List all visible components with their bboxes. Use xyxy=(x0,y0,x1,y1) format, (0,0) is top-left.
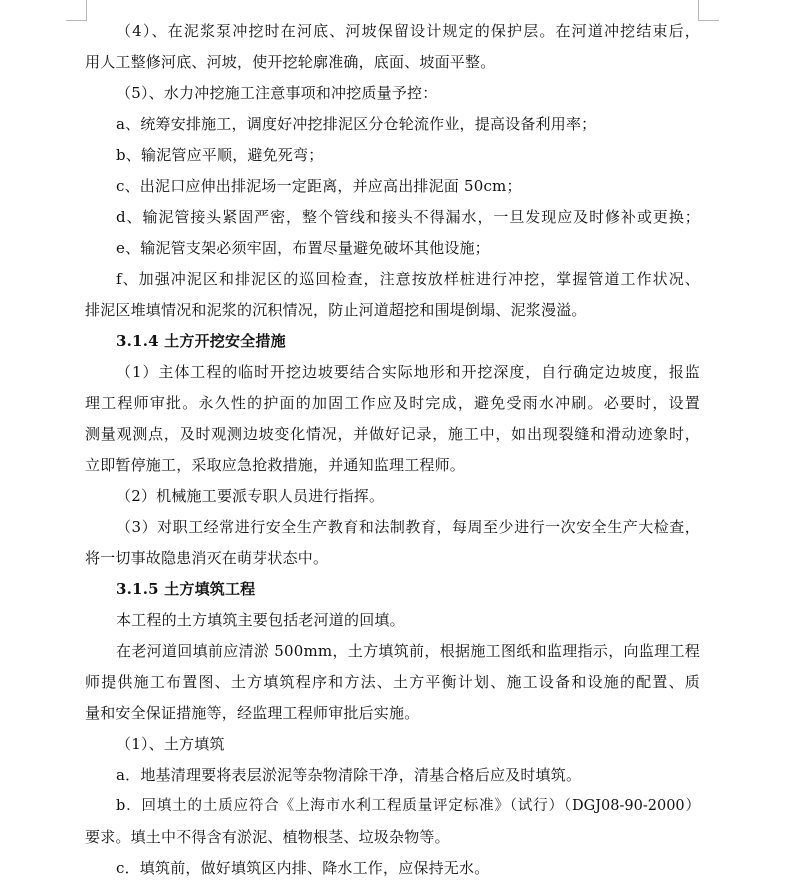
text-line xyxy=(85,481,700,512)
text-line-content: 本工程的土方填筑主要包括老河道的回填。 xyxy=(116,611,405,629)
text-line xyxy=(85,264,700,295)
text-line-content: c．填筑前，做好填筑区内排、降水工作，应保持无水。 xyxy=(116,859,490,877)
text-line xyxy=(85,109,700,140)
text-line xyxy=(85,667,700,698)
text-line xyxy=(85,140,700,171)
text-line-content: 将一切事故隐患消灭在萌芽状态中。 xyxy=(85,549,329,567)
text-line xyxy=(85,636,700,667)
text-line-content: （2）机械施工要派专职人员进行指挥。 xyxy=(116,487,385,505)
document-body xyxy=(85,16,700,884)
text-line-content: 在老河道回填前应清淤 500mm，土方填筑前，根据施工图纸和监理指示，向监理工程 xyxy=(116,642,700,660)
text-line xyxy=(85,78,700,109)
text-line-content: 排泥区堆填情况和泥浆的沉积情况，防止河道超挖和围堤倒塌、泥浆漫溢。 xyxy=(85,301,587,319)
text-line-content: 要求。填土中不得含有淤泥、植物根茎、垃圾杂物等。 xyxy=(85,828,450,846)
text-line xyxy=(85,450,700,481)
text-line xyxy=(85,512,700,543)
text-line-content: 3.1.4 土方开挖安全措施 xyxy=(116,332,286,350)
text-line xyxy=(85,853,700,884)
margin-corner-mark-right xyxy=(698,0,719,21)
text-line-content: f、加强冲泥区和排泥区的巡回检查，注意按放样桩进行冲挖，掌握管道工作状况、 xyxy=(116,270,700,288)
text-line-content: d、输泥管接头紧固严密，整个管线和接头不得漏水，一旦发现应及时修补或更换； xyxy=(116,208,700,226)
text-line-content: （4）、在泥浆泵冲挖时在河底、河坡保留设计规定的保护层。在河道冲挖结束后， xyxy=(116,22,700,40)
text-line-content: 立即暂停施工，采取应急抢救措施，并通知监理工程师。 xyxy=(85,456,466,474)
text-line xyxy=(85,388,700,419)
text-line xyxy=(85,295,700,326)
text-line-content: （3）对职工经常进行安全生产教育和法制教育，每周至少进行一次安全生产大检查， xyxy=(116,518,700,536)
text-line-content: 测量观测点，及时观测边坡变化情况，并做好记录，施工中，如出现裂缝和滑动迹象时， xyxy=(85,425,700,443)
text-line xyxy=(85,605,700,636)
text-line xyxy=(85,202,700,233)
text-line xyxy=(85,760,700,791)
text-line-content: 量和安全保证措施等，经监理工程师审批后实施。 xyxy=(85,704,420,722)
text-line xyxy=(85,171,700,202)
text-line-content: a、统筹安排施工，调度好冲挖排泥区分仓轮流作业，提高设备利用率； xyxy=(116,115,597,133)
text-line-content: 师提供施工布置图、土方填筑程序和方法、土方平衡计划、施工设备和设施的配置、质 xyxy=(85,673,700,691)
margin-corner-mark-left xyxy=(66,0,87,21)
text-line xyxy=(85,357,700,388)
text-line xyxy=(85,543,700,574)
text-line xyxy=(85,16,700,47)
text-line-content: b．回填土的土质应符合《上海市水利工程质量评定标准》（试行）（DGJ08-90-2000） xyxy=(116,798,700,814)
text-line xyxy=(85,822,700,853)
text-line-content: 理工程师审批。永久性的护面的加固工作应及时完成，避免受雨水冲刷。必要时，设置 xyxy=(85,394,700,412)
text-line-content: c、出泥口应伸出排泥场一定距离，并应高出排泥面 50cm； xyxy=(116,177,522,195)
text-line-content: b、输泥管应平顺，避免死弯； xyxy=(116,146,324,164)
text-line-content: （5）、水力冲挖施工注意事项和冲挖质量予控： xyxy=(116,84,438,102)
text-line xyxy=(85,419,700,450)
text-line-content: （1）、土方填筑 xyxy=(116,735,225,753)
text-line-content: a．地基清理要将表层淤泥等杂物清除干净，清基合格后应及时填筑。 xyxy=(116,766,582,784)
text-line xyxy=(85,729,700,760)
text-line-content: 3.1.5 土方填筑工程 xyxy=(116,580,256,598)
text-line xyxy=(85,47,700,78)
text-line xyxy=(85,698,700,729)
text-line-content: （1）主体工程的临时开挖边坡要结合实际地形和开挖深度，自行确定边坡度，报监 xyxy=(116,363,700,381)
text-line-content: e、输泥管支架必须牢固，布置尽量避免破坏其他设施； xyxy=(116,239,490,257)
text-line xyxy=(85,233,700,264)
section-heading xyxy=(85,326,700,357)
text-line xyxy=(85,791,700,822)
text-line-content: 用人工整修河底、河坡，使开挖轮廓准确，底面、坡面平整。 xyxy=(85,53,496,71)
section-heading xyxy=(85,574,700,605)
